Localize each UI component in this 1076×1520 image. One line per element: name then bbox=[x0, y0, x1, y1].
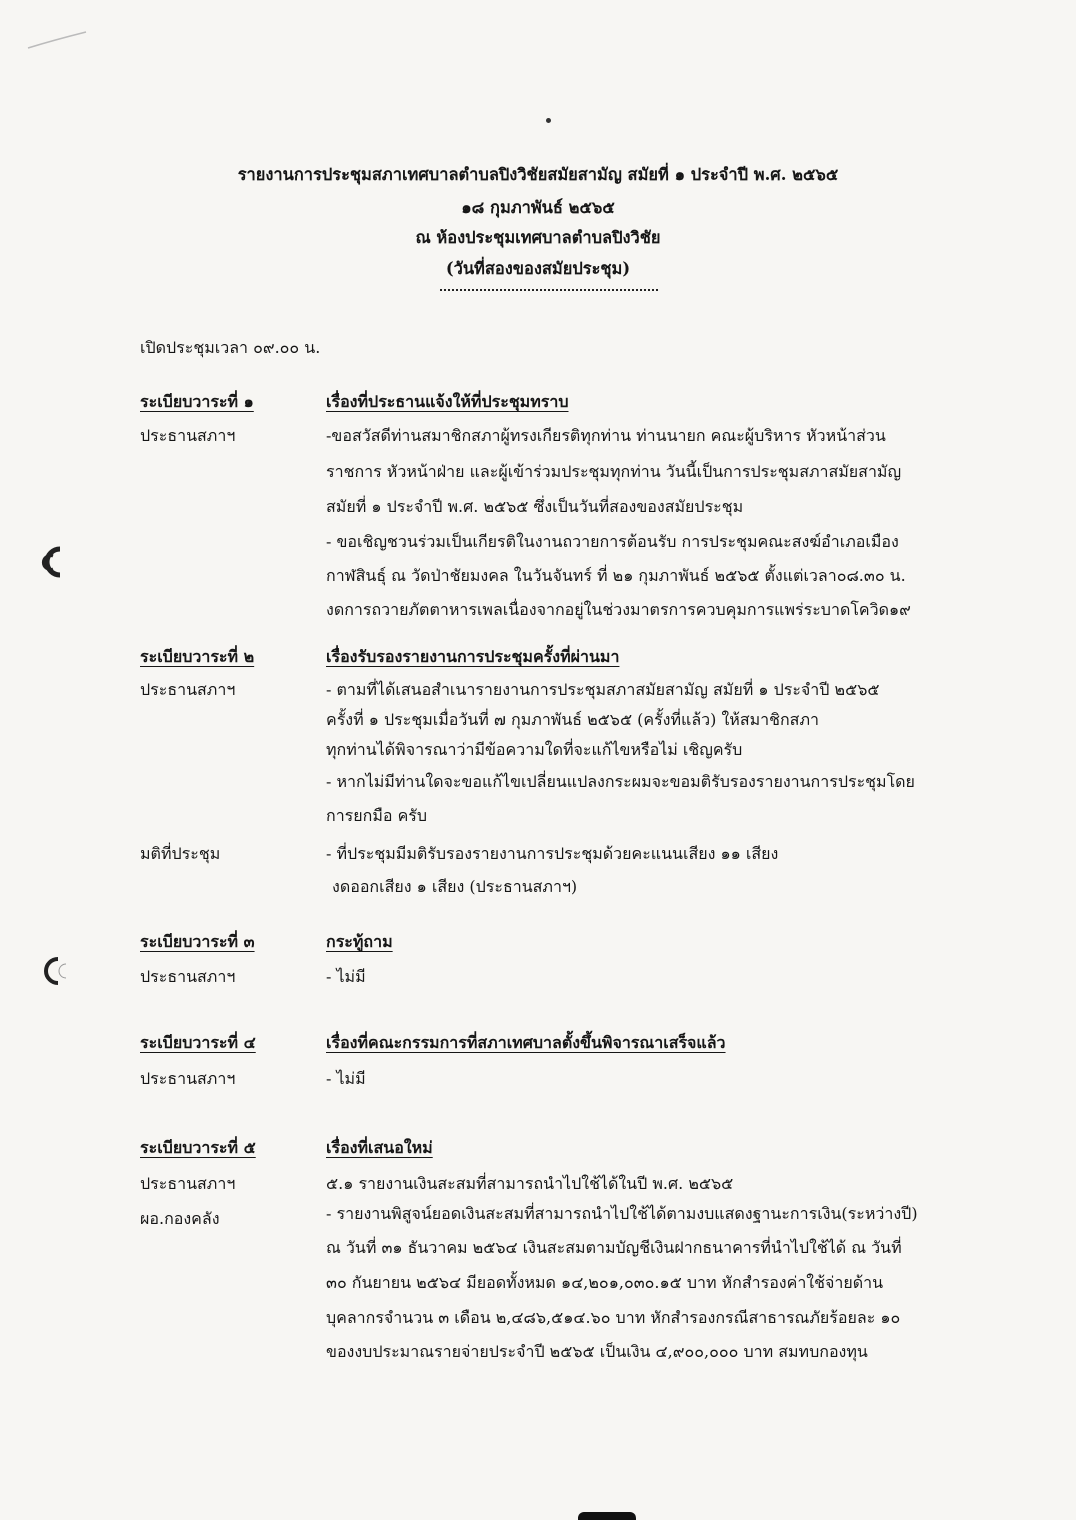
agenda-1-line: งดการถวายภัตตาหารเพลเนื่องจากอยู่ในช่วงมาตรการควบคุมการแพร่ระบาดโควิด๑๙ bbox=[326, 600, 911, 619]
agenda-3-speaker: ประธานสภาฯ bbox=[140, 967, 236, 986]
agenda-4-heading: ระเบียบวาระที่ ๔ bbox=[140, 1033, 256, 1052]
punch-hole-mark-bottom bbox=[36, 956, 72, 986]
agenda-5-heading: ระเบียบวาระที่ ๕ bbox=[140, 1138, 256, 1157]
scan-streak-mark bbox=[24, 28, 94, 52]
agenda-5-speaker: ประธานสภาฯ bbox=[140, 1174, 236, 1193]
agenda-2-line: - หากไม่มีท่านใดจะขอแก้ไขเปลี่ยนแปลงกระผมจะขอมติรับรองรายงานการประชุมโดย bbox=[326, 772, 915, 791]
agenda-3-heading: ระเบียบวาระที่ ๓ bbox=[140, 932, 255, 951]
agenda-2-resolution-line: งดออกเสียง ๑ เสียง (ประธานสภาฯ) bbox=[332, 877, 578, 896]
agenda-5-title: เรื่องที่เสนอใหม่ bbox=[326, 1138, 433, 1157]
agenda-2-resolution-label: มติที่ประชุม bbox=[140, 844, 221, 863]
agenda-5-line: ของงบประมาณรายจ่ายประจำปี ๒๕๖๕ เป็นเงิน ๔,๙๐๐,๐๐๐ บาท สมทบกองทุน bbox=[326, 1342, 868, 1361]
punch-hole-mark-top bbox=[34, 544, 70, 580]
opening-time: เปิดประชุมเวลา ๐๙.๐๐ น. bbox=[140, 338, 321, 357]
report-session-day: (วันที่สองของสมัยประชุม) bbox=[445, 259, 631, 278]
page-number-tab-mark bbox=[578, 1512, 636, 1520]
agenda-1-heading: ระเบียบวาระที่ ๑ bbox=[140, 392, 254, 411]
agenda-3-title: กระทู้ถาม bbox=[326, 932, 393, 951]
agenda-5-line: ๕.๑ รายงานเงินสะสมที่สามารถนำไปใช้ได้ในปี พ.ศ. ๒๕๖๕ bbox=[326, 1174, 734, 1193]
agenda-1-title: เรื่องที่ประธานแจ้งให้ที่ประชุมทราบ bbox=[326, 392, 569, 411]
agenda-2-resolution-line: - ที่ประชุมมีมติรับรองรายงานการประชุมด้วยคะแนนเสียง ๑๑ เสียง bbox=[326, 844, 779, 863]
agenda-3-line: - ไม่มี bbox=[326, 967, 366, 986]
agenda-2-speaker: ประธานสภาฯ bbox=[140, 680, 236, 699]
agenda-2-line: ทุกท่านได้พิจารณาว่ามีข้อความใดที่จะแก้ไขหรือไม่ เชิญครับ bbox=[326, 740, 743, 759]
agenda-2-line: ครั้งที่ ๑ ประชุมเมื่อวันที่ ๗ กุมภาพันธ์ ๒๕๖๕ (ครั้งที่แล้ว) ให้สมาชิกสภา bbox=[326, 710, 819, 729]
agenda-4-title: เรื่องที่คณะกรรมการที่สภาเทศบาลตั้งขึ้นพิจารณาเสร็จแล้ว bbox=[326, 1033, 726, 1052]
scan-dot-mark bbox=[546, 118, 551, 123]
agenda-5-line: - รายงานพิสูจน์ยอดเงินสะสมที่สามารถนำไปใช้ได้ตามงบแสดงฐานะการเงิน(ระหว่างปี) bbox=[326, 1204, 918, 1223]
agenda-4-line: - ไม่มี bbox=[326, 1069, 366, 1088]
agenda-5-speaker-2: ผอ.กองคลัง bbox=[140, 1209, 220, 1228]
agenda-1-line: ราชการ หัวหน้าฝ่าย และผู้เข้าร่วมประชุมทุกท่าน วันนี้เป็นการประชุมสภาสมัยสามัญ bbox=[326, 462, 902, 481]
agenda-5-line: ๓๐ กันยายน ๒๕๖๔ มียอดทั้งหมด ๑๔,๒๐๑,๐๓๐.๑๕ บาท หักสำรองค่าใช้จ่ายด้าน bbox=[326, 1273, 884, 1292]
agenda-2-title: เรื่องรับรองรายงานการประชุมครั้งที่ผ่านมา bbox=[326, 647, 620, 666]
report-date: ๑๘ กุมภาพันธ์ ๒๕๖๕ bbox=[461, 198, 615, 217]
agenda-5-line: บุคลากรจำนวน ๓ เดือน ๒,๔๘๖,๕๑๔.๖๐ บาท หักสำรองกรณีสาธารณภัยร้อยละ ๑๐ bbox=[326, 1308, 901, 1327]
agenda-2-line: - ตามที่ได้เสนอสำเนารายงานการประชุมสภาสมัยสามัญ สมัยที่ ๑ ประจำปี ๒๕๖๕ bbox=[326, 680, 880, 699]
agenda-1-line: สมัยที่ ๑ ประจำปี พ.ศ. ๒๕๖๕ ซึ่งเป็นวันที่สองของสมัยประชุม bbox=[326, 497, 744, 516]
header-divider bbox=[440, 289, 658, 291]
agenda-1-speaker: ประธานสภาฯ bbox=[140, 426, 236, 445]
agenda-2-heading: ระเบียบวาระที่ ๒ bbox=[140, 647, 255, 666]
report-venue: ณ ห้องประชุมเทศบาลตำบลปิงวิชัย bbox=[415, 228, 661, 247]
agenda-1-line: - ขอเชิญชวนร่วมเป็นเกียรติในงานถวายการต้อนรับ การประชุมคณะสงฆ์อำเภอเมือง bbox=[326, 532, 899, 551]
agenda-1-line: กาฬสินธุ์ ณ วัดป่าชัยมงคล ในวันจันทร์ ที่ ๒๑ กุมภาพันธ์ ๒๕๖๕ ตั้งแต่เวลา๐๘.๓๐ น. bbox=[326, 566, 906, 585]
agenda-1-line: -ขอสวัสดีท่านสมาชิกสภาผู้ทรงเกียรติทุกท่าน ท่านนายก คณะผู้บริหาร หัวหน้าส่วน bbox=[326, 426, 886, 445]
report-title: รายงานการประชุมสภาเทศบาลตำบลปิงวิชัยสมัยสามัญ สมัยที่ ๑ ประจำปี พ.ศ. ๒๕๖๕ bbox=[237, 165, 839, 184]
agenda-2-line: การยกมือ ครับ bbox=[326, 806, 428, 825]
agenda-5-line: ณ วันที่ ๓๑ ธันวาคม ๒๕๖๔ เงินสะสมตามบัญชีเงินฝากธนาคารที่นำไปใช้ได้ ณ วันที่ bbox=[326, 1238, 902, 1257]
agenda-4-speaker: ประธานสภาฯ bbox=[140, 1069, 236, 1088]
